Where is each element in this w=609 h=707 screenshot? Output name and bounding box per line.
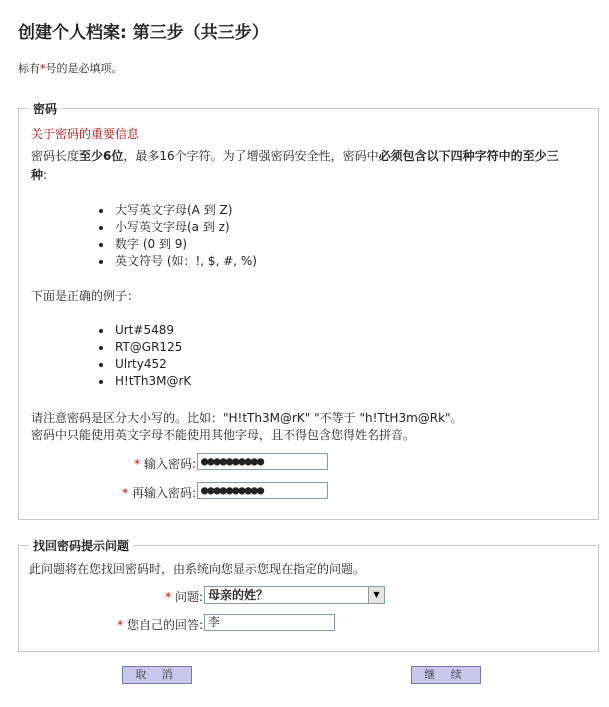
- list-item: • Ulrty452: [113, 356, 191, 373]
- confirm-password-input[interactable]: ●●●●●●●●●●: [197, 482, 328, 499]
- cancel-button[interactable]: 取 消: [122, 666, 192, 684]
- password-input[interactable]: ●●●●●●●●●●: [197, 453, 328, 470]
- password-requirements-text: 密码长度至少6位，最多16个字符。为了增强密码安全性，密码中必须包含以下四种字符中的至少三 种:: [31, 149, 559, 182]
- page-title: 创建个人档案: 第三步（共三步）: [18, 23, 269, 43]
- password-rules-list: [95, 202, 257, 270]
- required-star: *: [40, 62, 46, 75]
- answer-label: * 您自己的回答:: [117, 618, 203, 632]
- chevron-down-icon[interactable]: ▼: [368, 587, 384, 603]
- question-label: * 问题:: [165, 590, 203, 604]
- list-item: • 小写英文字母(a 到 z): [113, 219, 257, 236]
- case-note: 请注意密码是区分大小写的。比如："H!tTh3M@rK" "不等于 "h!TtH3m@Rk"。: [31, 411, 463, 425]
- char-note: 密码中只能使用英文字母不能使用其他字母，且不得包含您得姓名拼音。: [31, 428, 416, 442]
- continue-button[interactable]: 继 续: [411, 666, 481, 684]
- password-label: * 输入密码:: [134, 457, 196, 471]
- recovery-desc: 此问题将在您找回密码时，由系统向您显示您现在指定的问题。: [29, 562, 366, 576]
- confirm-password-label: * 再输入密码:: [122, 486, 196, 500]
- password-info-heading: 关于密码的重要信息: [31, 127, 140, 141]
- password-fieldset: [18, 102, 599, 520]
- list-item: • 数字 (0 到 9): [113, 236, 257, 253]
- answer-input[interactable]: 李: [204, 614, 335, 631]
- password-legend: 密码: [29, 100, 61, 117]
- password-examples-list: [95, 322, 191, 390]
- required-note: 标有*号的是必填项。: [18, 62, 123, 75]
- list-item: • Urt#5489: [113, 322, 191, 339]
- examples-heading: 下面是正确的例子：: [31, 289, 140, 303]
- list-item: • H!tTh3M@rK: [113, 373, 191, 390]
- recovery-legend: 找回密码提示问题: [29, 537, 133, 554]
- question-select[interactable]: 母亲的姓？ ▼: [204, 586, 385, 604]
- list-item: • 英文符号 (如：!, $, #, %): [113, 253, 257, 270]
- list-item: • 大写英文字母(A 到 Z): [113, 202, 257, 219]
- recovery-fieldset: [18, 539, 599, 652]
- list-item: • RT@GR125: [113, 339, 191, 356]
